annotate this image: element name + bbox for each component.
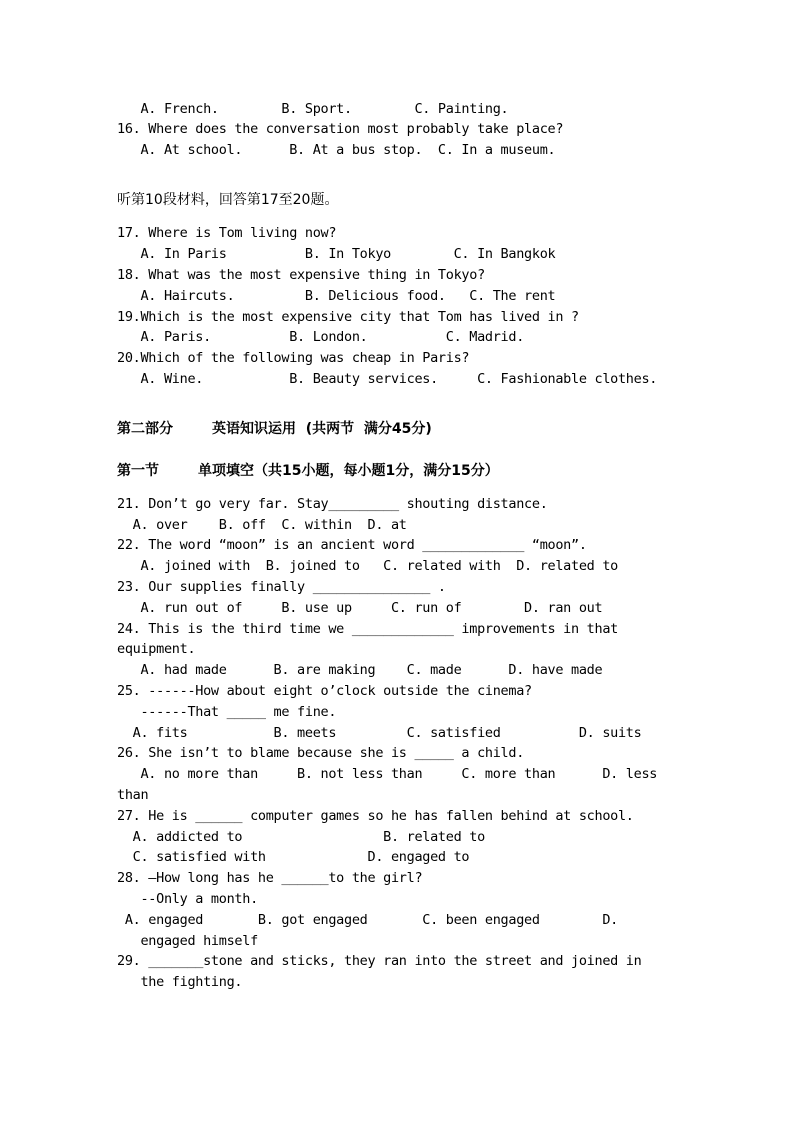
q21-question: 21. Don’t go very far. Stay_________ shouting distance. xyxy=(117,496,548,512)
q25-reply: ------That _____ me fine. xyxy=(117,704,337,720)
q17-options: A. In Paris B. In Tokyo C. In Bangkok xyxy=(117,246,556,262)
q17-question: 17. Where is Tom living now? xyxy=(117,225,337,241)
q22-question: 22. The word “moon” is an ancient word _____________ “moon”. xyxy=(117,537,587,553)
q25-question: 25. ------How about eight o’clock outside the cinema? xyxy=(117,683,532,699)
q27-options-cd: C. satisfied with D. engaged to xyxy=(117,849,470,865)
q20-question: 20.Which of the following was cheap in Paris? xyxy=(117,350,470,366)
q27-question: 27. He is ______ computer games so he has fallen behind at school. xyxy=(117,808,634,824)
part-two-heading: 第二部分 英语知识运用 (共两节 满分45分) xyxy=(117,421,432,437)
q23-question: 23. Our supplies finally _______________ . xyxy=(117,579,446,595)
q29-question: 29. _______stone and sticks, they ran into the street and joined in xyxy=(117,953,642,969)
q26-options: A. no more than B. not less than C. more than D. less xyxy=(117,766,658,782)
q26-options-cont: than xyxy=(117,787,149,803)
q21-options: A. over B. off C. within D. at xyxy=(117,517,407,533)
q29-question-cont: the fighting. xyxy=(117,974,243,990)
q24-options: A. had made B. are making C. made D. have made xyxy=(117,662,603,678)
q16-question: 16. Where does the conversation most probably take place? xyxy=(117,121,564,137)
section-instruction: 听第10段材料，回答第17至20题。 xyxy=(117,192,339,208)
q28-reply: --Only a month. xyxy=(117,891,258,907)
q28-options-cont: engaged himself xyxy=(117,933,258,949)
q28-options: A. engaged B. got engaged C. been engaged D. xyxy=(117,912,618,928)
q24-question-cont: equipment. xyxy=(117,641,196,657)
q23-options: A. run out of B. use up C. run of D. ran out xyxy=(117,600,603,616)
q26-question: 26. She isn’t to blame because she is _____ a child. xyxy=(117,745,525,761)
q18-options: A. Haircuts. B. Delicious food. C. The rent xyxy=(117,288,556,304)
q19-options: A. Paris. B. London. C. Madrid. xyxy=(117,329,525,345)
q19-question: 19.Which is the most expensive city that Tom has lived in ? xyxy=(117,309,579,325)
q20-options: A. Wine. B. Beauty services. C. Fashionable clothes. xyxy=(117,371,658,387)
q22-options: A. joined with B. joined to C. related with D. related to xyxy=(117,558,618,574)
q18-question: 18. What was the most expensive thing in Tokyo? xyxy=(117,267,485,283)
q16-options: A. At school. B. At a bus stop. C. In a museum. xyxy=(117,142,556,158)
q24-question: 24. This is the third time we _____________ improvements in that xyxy=(117,621,618,637)
q28-question: 28. –How long has he ______to the girl? xyxy=(117,870,423,886)
q25-options: A. fits B. meets C. satisfied D. suits xyxy=(117,725,642,741)
q27-options-ab: A. addicted to B. related to xyxy=(117,829,485,845)
q15-options: A. French. B. Sport. C. Painting. xyxy=(117,101,509,117)
section-one-heading: 第一节 单项填空（共15小题，每小题1分，满分15分） xyxy=(117,463,499,479)
